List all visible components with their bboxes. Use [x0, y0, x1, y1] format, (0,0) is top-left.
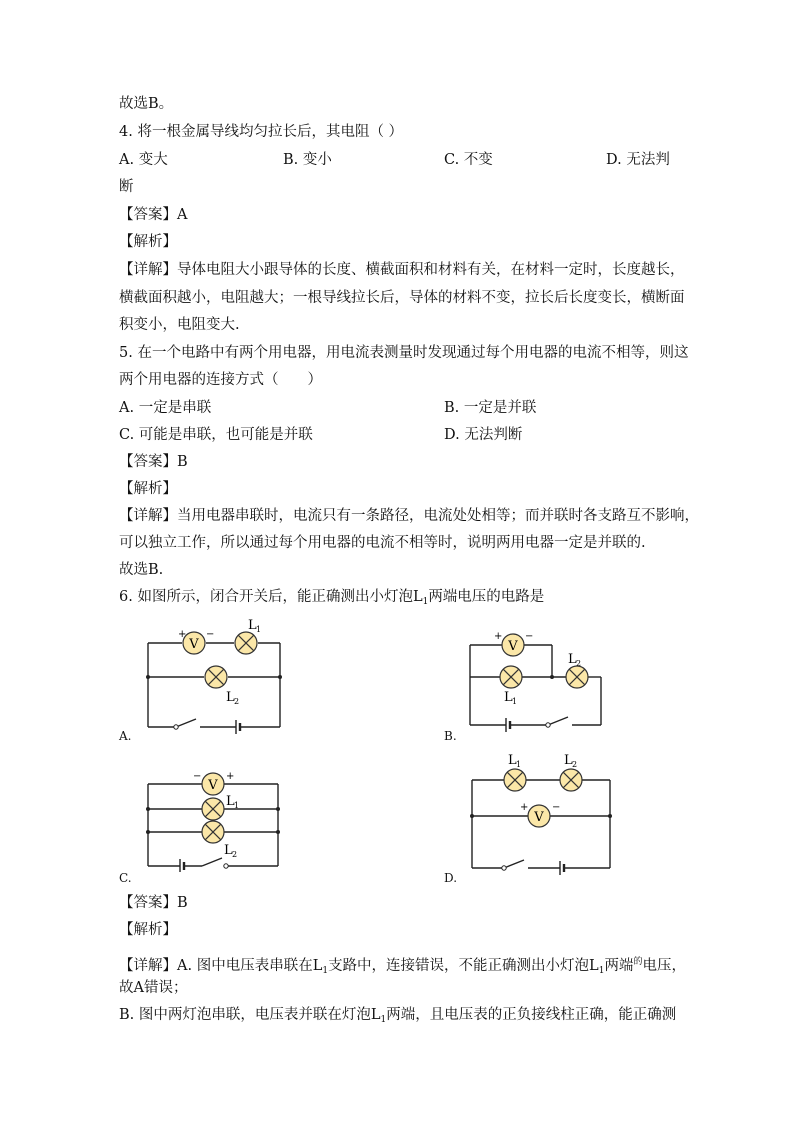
q5-option-c: C. 可能是串联，也可能是并联 — [119, 427, 313, 443]
voltmeter-label: V — [208, 778, 218, 793]
minus-sign: − — [206, 629, 215, 640]
lamp-sub-2: 2 — [576, 659, 582, 668]
voltmeter-label: V — [508, 639, 518, 654]
explain-5-line3: 故选B. — [119, 562, 164, 578]
figure-label-a: A. — [119, 729, 132, 743]
answer-5 — [119, 452, 188, 472]
text-line: 故选B。 — [119, 96, 174, 112]
analysis-6: 【解析】 — [119, 922, 177, 938]
answer-value: B — [177, 895, 188, 911]
q5-option-b: B. 一定是并联 — [444, 400, 537, 416]
explain-tag: 【详解】 — [119, 262, 177, 278]
figure-label-c: C. — [119, 871, 132, 885]
q4-option-a: A. 变大 — [119, 152, 168, 168]
voltmeter-label: V — [534, 810, 544, 825]
analysis-4: 【解析】 — [119, 234, 177, 250]
question-5-line2: 两个用电器的连接方式（ ） — [119, 372, 322, 388]
explain-text: 两端 — [604, 958, 634, 974]
q5-option-d: D. 无法判断 — [444, 427, 523, 443]
lamp-label-l2: L — [226, 690, 235, 705]
answer-tag: 【答案】 — [119, 454, 177, 470]
circuit-diagram-c — [140, 770, 285, 872]
lamp-label-l1: L — [508, 753, 517, 768]
q5-option-a: A. 一定是串联 — [119, 400, 212, 416]
lamp-icon — [202, 821, 224, 843]
analysis-5: 【解析】 — [119, 481, 177, 497]
plus-sign: + — [494, 631, 503, 642]
circuit-diagram-a — [140, 615, 290, 735]
q6-text: 6. 如图所示，闭合开关后，能正确测出小灯泡L — [119, 589, 423, 605]
explain-text: 电压， — [642, 958, 686, 974]
sup: 的 — [633, 957, 643, 967]
lamp-label-l2: L — [224, 843, 233, 858]
lamp-sub-1: 1 — [516, 760, 522, 769]
question-5-line1: 5. 在一个电路中有两个用电器，用电流表测量时发现通过每个用电器的电流不相等，则这 — [119, 345, 689, 361]
plus-sign: + — [178, 629, 187, 640]
lamp-sub-1: 1 — [512, 697, 518, 706]
plus-sign: + — [520, 802, 529, 813]
explain-tag: 【详解】 — [119, 958, 177, 974]
q6-sub: 1 — [422, 597, 429, 607]
q6-text-post: 两端电压的电路是 — [428, 589, 545, 605]
figure-label-b: B. — [444, 729, 457, 743]
question-6 — [119, 587, 544, 612]
lamp-label-l1: L — [226, 794, 235, 809]
minus-sign: − — [552, 802, 561, 813]
voltmeter-label: V — [189, 637, 199, 652]
explain-5-line1 — [119, 506, 699, 526]
answer-value: A — [177, 207, 188, 223]
lamp-sub-1: 1 — [256, 625, 262, 634]
explain-5-line2: 可以独立工作，所以通过每个用电器的电流不相等时，说明两用电器一定是并联的. — [119, 535, 646, 551]
q4-option-b: B. 变小 — [283, 152, 332, 168]
lamp-sub-2: 2 — [232, 850, 238, 859]
lamp-label-l1: L — [248, 618, 257, 633]
explain-text: 两端，且电压表的正负接线柱正确，能正确测 — [386, 1007, 677, 1023]
answer-tag: 【答案】 — [119, 207, 177, 223]
answer-tag: 【答案】 — [119, 895, 177, 911]
explain-6-line3 — [119, 1005, 676, 1030]
circuit-diagram-d — [464, 752, 614, 877]
explain-4-line2: 横截面积越小，电阻越大；一根导线拉长后，导体的材料不变，拉长后长度变长，横断面 — [119, 290, 685, 306]
q4-option-c: C. 不变 — [444, 152, 493, 168]
explain-4-line3: 积变小，电阻变大. — [119, 317, 240, 333]
minus-sign: − — [193, 771, 202, 782]
explain-4-line1 — [119, 260, 685, 280]
question-4: 4. 将一根金属导线均匀拉长后，其电阻（ ） — [119, 124, 404, 140]
lamp-icon — [560, 769, 582, 791]
explain-text: B. 图中两灯泡串联，电压表并联在灯泡L — [119, 1007, 381, 1023]
explain-6-line1 — [119, 952, 686, 981]
lamp-icon — [500, 666, 522, 688]
minus-sign: − — [525, 631, 534, 642]
q4-option-d-cont: 断 — [119, 179, 134, 195]
lamp-icon — [202, 798, 224, 820]
lamp-icon — [205, 666, 227, 688]
circuit-diagram-b — [464, 625, 609, 733]
q4-option-d: D. 无法判 — [606, 152, 670, 168]
answer-6 — [119, 893, 188, 913]
explain-text: 支路中，连接错误，不能正确测出小灯泡L — [328, 958, 599, 974]
sub: 1 — [380, 1015, 387, 1025]
lamp-sub-2: 2 — [572, 760, 578, 769]
lamp-label-l2: L — [564, 753, 573, 768]
plus-sign: + — [226, 771, 235, 782]
explain-text: 导体电阻大小跟导体的长度、横截面积和材料有关，在材料一定时，长度越长， — [177, 262, 685, 278]
explain-tag: 【详解】 — [119, 508, 177, 524]
lamp-icon — [504, 769, 526, 791]
lamp-icon — [566, 666, 588, 688]
lamp-sub-2: 2 — [234, 697, 240, 706]
sub: 1 — [598, 966, 605, 976]
answer-value: B — [177, 454, 188, 470]
lamp-label-l2: L — [568, 652, 577, 667]
explain-text: A. 图中电压表串联在L — [177, 958, 323, 974]
answer-4 — [119, 205, 187, 225]
lamp-sub-1: 1 — [234, 801, 240, 810]
lamp-icon — [235, 632, 257, 654]
sub: 1 — [322, 966, 329, 976]
explain-6-line2: 故A错误； — [119, 980, 188, 996]
lamp-label-l1: L — [504, 690, 513, 705]
explain-text: 当用电器串联时，电流只有一条路径，电流处处相等；而并联时各支路互不影响， — [177, 508, 699, 524]
figure-label-d: D. — [444, 871, 458, 885]
